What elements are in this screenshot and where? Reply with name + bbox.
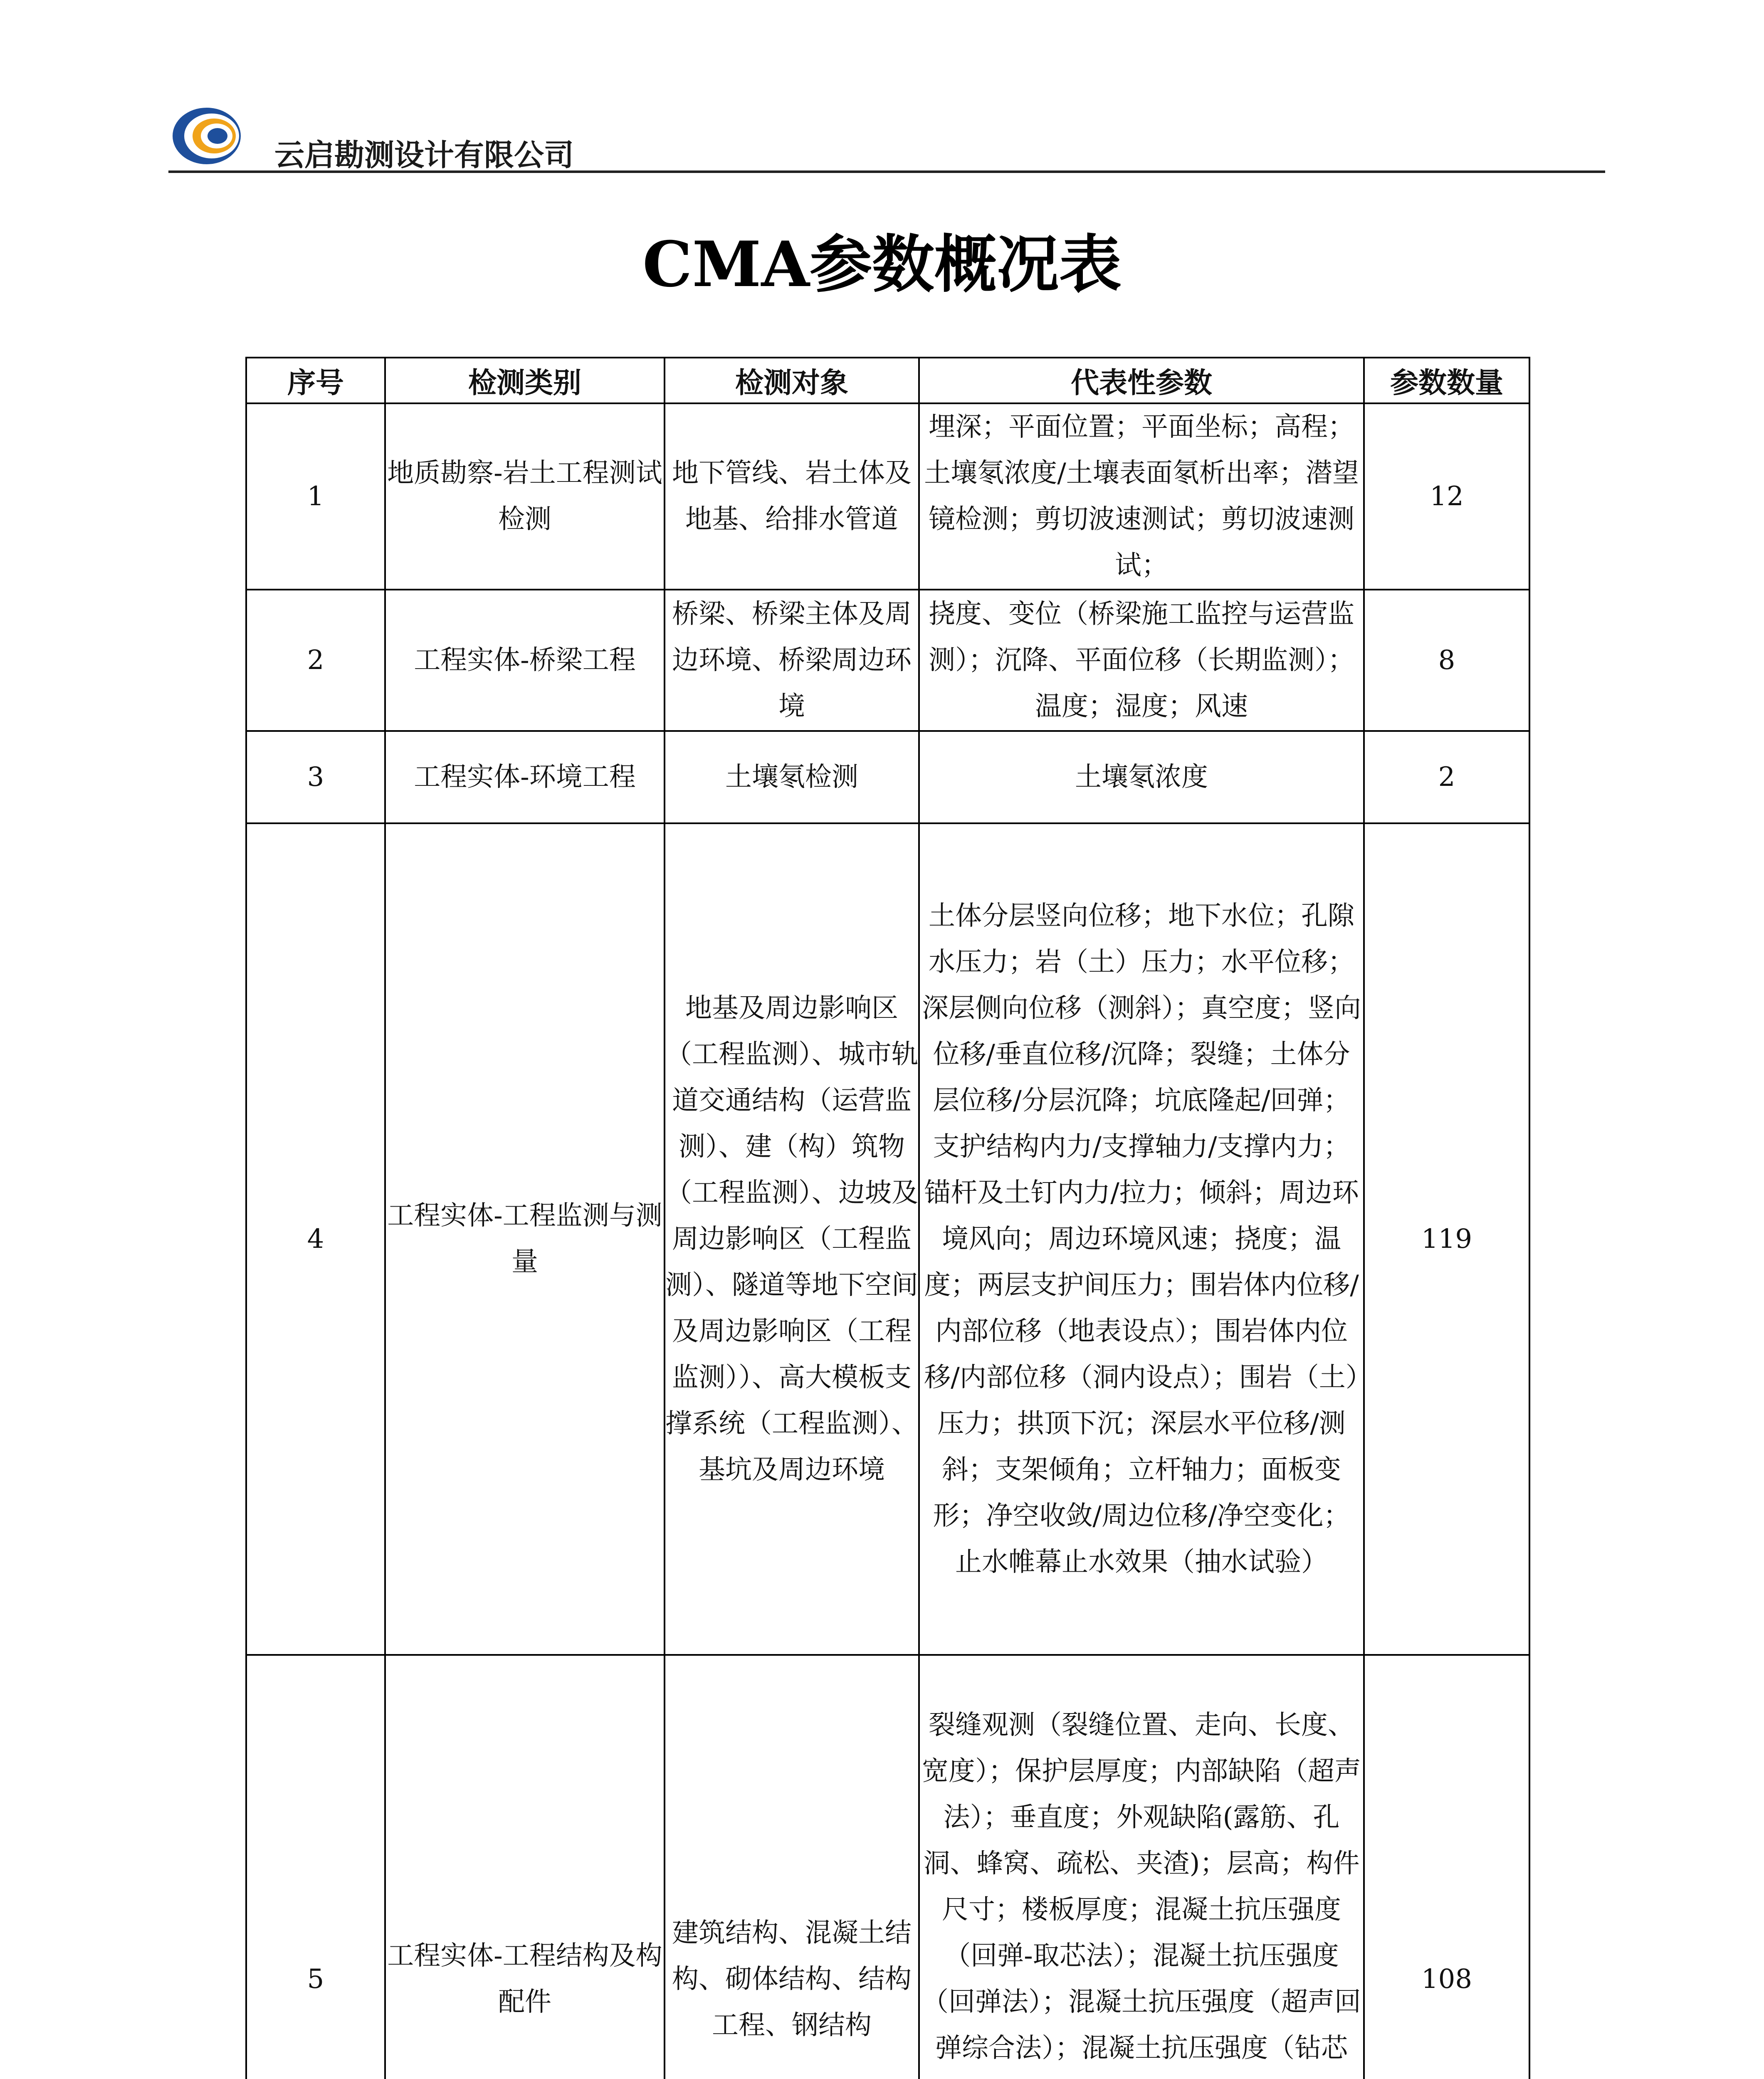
row-number: 2 bbox=[246, 590, 385, 731]
row-number: 5 bbox=[246, 1655, 385, 2079]
row-object: 土壤氡检测 bbox=[665, 731, 919, 823]
row-count: 8 bbox=[1364, 590, 1529, 731]
row-number: 4 bbox=[246, 823, 385, 1655]
row-object: 桥梁、桥梁主体及周边环境、桥梁周边环境 bbox=[665, 590, 919, 731]
row-params: 埋深；平面位置；平面坐标；高程；土壤氡浓度/土壤表面氡析出率；潜望镜检测；剪切波速测试；剪切波速测试； bbox=[919, 403, 1364, 590]
row-category: 地质勘察-岩土工程测试检测 bbox=[385, 403, 665, 590]
row-category: 工程实体-环境工程 bbox=[385, 731, 665, 823]
row-object: 地下管线、岩土体及地基、给排水管道 bbox=[665, 403, 919, 590]
company-logo-icon bbox=[168, 102, 252, 168]
row-count: 2 bbox=[1364, 731, 1529, 823]
table-row bbox=[246, 590, 1529, 731]
row-object: 建筑结构、混凝土结构、砌体结构、结构工程、钢结构 bbox=[665, 1655, 919, 2079]
table-row bbox=[246, 1655, 1529, 2079]
column-header-object: 检测对象 bbox=[665, 358, 919, 403]
table-row bbox=[246, 403, 1529, 590]
row-count: 12 bbox=[1364, 403, 1529, 590]
row-category: 工程实体-桥梁工程 bbox=[385, 590, 665, 731]
row-category: 工程实体-工程监测与测量 bbox=[385, 823, 665, 1655]
row-params: 挠度、变位（桥梁施工监控与运营监测）；沉降、平面位移（长期监测）；温度；湿度；风速 bbox=[919, 590, 1364, 731]
page-header bbox=[168, 94, 1605, 173]
row-object: 地基及周边影响区（工程监测）、城市轨道交通结构（运营监测）、建（构）筑物（工程监测）、边坡及周边影响区（工程监测）、隧道等地下空间及周边影响区（工程监测））、高大模板支撑系统（工程监测）、基坑及周边环境 bbox=[665, 823, 919, 1655]
column-header-no: 序号 bbox=[246, 358, 385, 403]
row-number: 1 bbox=[246, 403, 385, 590]
row-count: 119 bbox=[1364, 823, 1529, 1655]
table-row bbox=[246, 823, 1529, 1655]
table-row bbox=[246, 731, 1529, 823]
row-params: 土壤氡浓度 bbox=[919, 731, 1364, 823]
table-header-row bbox=[246, 358, 1529, 403]
row-count: 108 bbox=[1364, 1655, 1529, 2079]
row-category: 工程实体-工程结构及构配件 bbox=[385, 1655, 665, 2079]
row-params: 土体分层竖向位移；地下水位；孔隙水压力；岩（土）压力；水平位移；深层侧向位移（测斜）；真空度；竖向位移/垂直位移/沉降；裂缝；土体分层位移/分层沉降；坑底隆起/回弹；支护结构内力/支撑轴力/支撑内力；锚杆及土钉内力/拉力；倾斜；周边环境风向；周边环境风速；挠度；温度；两层支护间压力；围岩体内位移/内部位移（地表设点）；围岩体内位移/内部位移（洞内设点）；围岩（土）压力；拱顶下沉；深层水平位移/测斜；支架倾角；立杆轴力；面板变形；净空收敛/周边位移/净空变化；止水帷幕止水效果（抽水试验） bbox=[919, 823, 1364, 1655]
page-title: CMA参数概况表 bbox=[642, 228, 1122, 301]
column-header-count: 参数数量 bbox=[1364, 358, 1529, 403]
row-params: 裂缝观测（裂缝位置、走向、长度、宽度）；保护层厚度；内部缺陷（超声法）；垂直度；外观缺陷(露筋、孔洞、蜂窝、疏松、夹渣)；层高；构件尺寸；楼板厚度；混凝土抗压强度（回弹-取芯法）；混凝土抗压强度（回弹法）；混凝土抗压强度（超声回弹综合法）；混凝土抗压强度（钻芯 bbox=[919, 1655, 1364, 2079]
cma-parameter-table bbox=[245, 357, 1530, 2079]
column-header-category: 检测类别 bbox=[385, 358, 665, 403]
company-name: 云启勘测设计有限公司 bbox=[274, 138, 574, 173]
row-number: 3 bbox=[246, 731, 385, 823]
column-header-params: 代表性参数 bbox=[919, 358, 1364, 403]
